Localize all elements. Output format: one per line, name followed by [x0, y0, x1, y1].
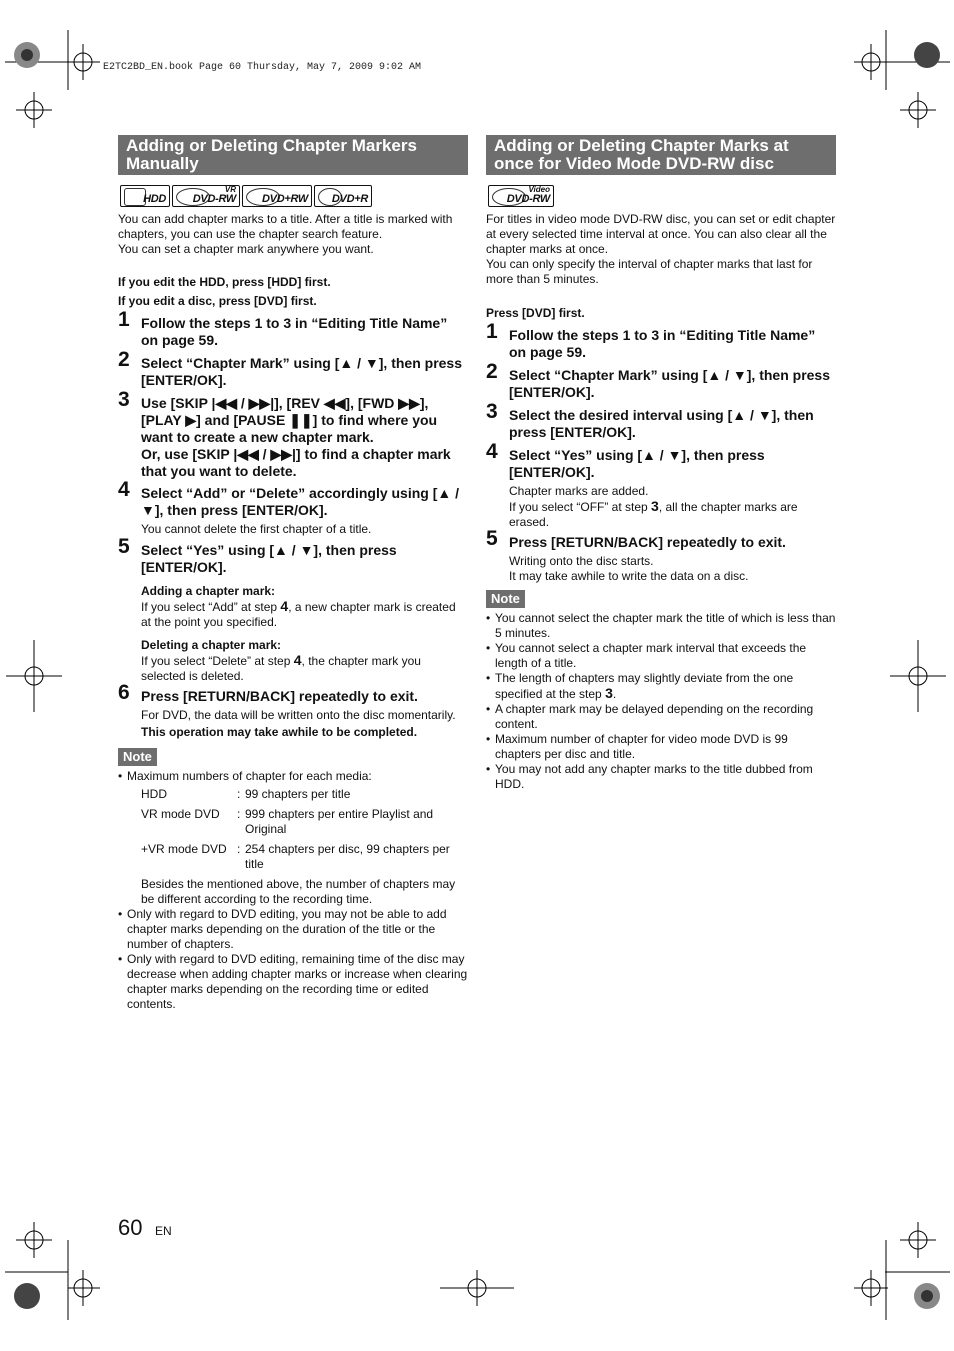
- list-item: • You cannot select the chapter mark the title of which is less than 5 minutes.: [486, 611, 836, 641]
- badge-dvd-rw-vr: VR DVD-RW: [172, 185, 240, 207]
- step-note: Writing onto the disc starts.: [509, 554, 654, 568]
- table-row: VR mode DVD : 999 chapters per entire Playlist and Original: [141, 807, 434, 836]
- page-footer: [118, 1215, 172, 1241]
- intro-text: You can add chapter marks to a title. After a title is marked with chapters, you can use the chapter search feature.: [118, 212, 453, 241]
- section-title-left: Adding or Deleting Chapter Markers Manually: [118, 135, 468, 175]
- step-4: 4 Select “Add” or “Delete” accordingly using [▲ / ▼], then press [ENTER/OK].: [118, 478, 460, 518]
- page-language: EN: [154, 1224, 172, 1238]
- badge-dvd-plus-r: DVD+R: [314, 185, 372, 207]
- step-note: For DVD, the data will be written onto the disc momentarily.: [141, 708, 456, 722]
- list-item: • Only with regard to DVD editing, you may not be able to add chapter marks depending on the duration of the title or the number of chapters.: [118, 907, 468, 952]
- intro-text: You can set a chapter mark anywhere you want.: [118, 242, 374, 256]
- list-item: • You cannot select a chapter mark interval that exceeds the length of a title.: [486, 641, 836, 671]
- step-note-bold: This operation may take awhile to be completed.: [141, 725, 418, 739]
- step-1: 1 Follow the steps 1 to 3 in “Editing Title Name” on page 59.: [486, 320, 816, 360]
- note-list: [486, 611, 836, 792]
- badge-dvd-plus-rw: DVD+RW: [242, 185, 312, 207]
- table-row: +VR mode DVD : 254 chapters per disc, 99 chapters per title: [141, 842, 450, 871]
- left-column: [118, 212, 468, 1012]
- sub-text: If you select “Delete” at step 4, the chapter mark you selected is deleted.: [141, 652, 421, 683]
- note-label: Note: [118, 748, 157, 766]
- step-note: Chapter marks are added.: [509, 484, 649, 498]
- step-6: 6 Press [RETURN/BACK] repeatedly to exit.: [118, 681, 418, 704]
- list-item: • Maximum numbers of chapter for each media:: [118, 769, 468, 784]
- note-list: [118, 769, 468, 784]
- list-item: • Maximum number of chapter for video mode DVD is 99 chapters per disc and title.: [486, 732, 836, 762]
- sub-heading: Deleting a chapter mark:: [141, 638, 282, 652]
- badge-dvd-rw-video: Video DVD-RW: [488, 185, 554, 207]
- badge-hdd: HDD: [120, 185, 170, 207]
- sub-heading: Adding a chapter mark:: [141, 584, 276, 598]
- step-4: 4 Select “Yes” using [▲ / ▼], then press [ENTER/OK].: [486, 440, 765, 480]
- step-2: 2 Select “Chapter Mark” using [▲ / ▼], then press [ENTER/OK].: [118, 348, 463, 388]
- note-text: Besides the mentioned above, the number of chapters may be different according to the recording time.: [141, 877, 456, 906]
- media-badge-right: [488, 185, 556, 207]
- sub-text: If you select “Add” at step 4, a new chapter mark is created at the point you specified.: [141, 598, 456, 629]
- note-label: Note: [486, 590, 525, 608]
- step-note: You cannot delete the first chapter of a title.: [141, 522, 372, 536]
- step-note: It may take awhile to write the data on a disc.: [509, 569, 749, 583]
- note-list: [118, 907, 468, 1012]
- precondition: Press [DVD] first.: [486, 306, 585, 320]
- chapter-limit-table: [141, 787, 468, 872]
- step-5: 5 Press [RETURN/BACK] repeatedly to exit.: [486, 527, 786, 550]
- step-3: 3 Use [SKIP |◀◀ / ▶▶|], [REV ◀◀], [FWD ▶▶], [PLAY ▶] and [PAUSE ❚❚] to find where you want to create a new chapter mark. Or, use [SKIP |◀◀ / ▶▶|] to find a chapter mark that you want to delete.: [118, 388, 451, 479]
- step-1: 1 Follow the steps 1 to 3 in “Editing Title Name” on page 59.: [118, 308, 448, 348]
- step-note: If you select “OFF” at step 3, all the chapter marks are erased.: [509, 498, 798, 529]
- intro-text: You can only specify the interval of chapter marks that last for more than 5 minutes.: [486, 257, 813, 286]
- media-badges-left: [120, 185, 374, 207]
- print-header: E2TC2BD_EN.book Page 60 Thursday, May 7, 2009 9:02 AM: [103, 62, 422, 73]
- step-5: 5 Select “Yes” using [▲ / ▼], then press [ENTER/OK].: [118, 535, 397, 575]
- step-2: 2 Select “Chapter Mark” using [▲ / ▼], then press [ENTER/OK].: [486, 360, 831, 400]
- precondition: If you edit the HDD, press [HDD] first.: [118, 275, 331, 289]
- step-3: 3 Select the desired interval using [▲ / ▼], then press [ENTER/OK].: [486, 400, 814, 440]
- section-title-right: Adding or Deleting Chapter Marks at once for Video Mode DVD-RW disc: [486, 135, 836, 175]
- right-column: [486, 212, 836, 792]
- page-number: 60: [118, 1215, 143, 1240]
- intro-text: For titles in video mode DVD-RW disc, you can set or edit chapter at every selected time interval at once. You can also clear all the chapter marks at once.: [486, 212, 836, 256]
- list-item: • You may not add any chapter marks to the title dubbed from HDD.: [486, 762, 836, 792]
- list-item: • A chapter mark may be delayed depending on the recording content.: [486, 702, 836, 732]
- precondition: If you edit a disc, press [DVD] first.: [118, 294, 317, 308]
- list-item: • The length of chapters may slightly deviate from the one specified at the step 3.: [486, 671, 836, 702]
- list-item: • Only with regard to DVD editing, remaining time of the disc may decrease when adding chapter marks or increase when clearing chapter marks depending on the recording time or edited contents.: [118, 952, 468, 1012]
- table-row: HDD : 99 chapters per title: [141, 787, 351, 801]
